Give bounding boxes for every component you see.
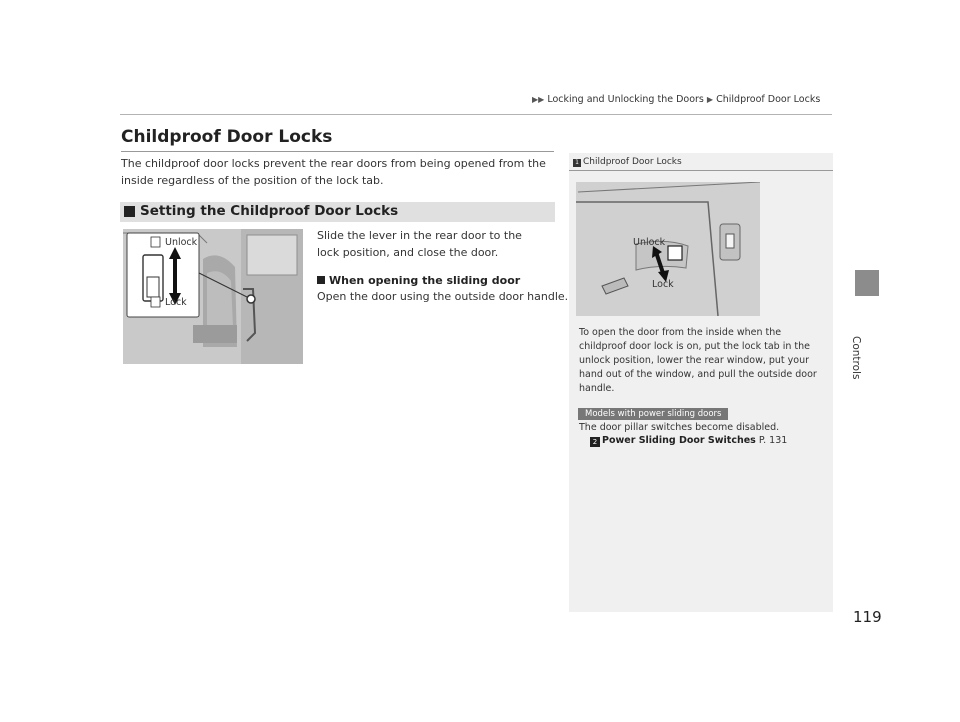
step-text: Slide the lever in the rear door to the lock position, and close the door.: [317, 229, 522, 259]
image-label-lock: Lock: [165, 297, 187, 308]
page-number: 119: [853, 608, 882, 626]
breadcrumb-item[interactable]: Locking and Unlocking the Doors: [547, 94, 704, 105]
door-tab-illustration: [576, 182, 760, 316]
note-image-label-lock: Lock: [652, 279, 674, 290]
note-body: To open the door from the inside when the childproof door lock is on, put the lock tab in the unlock position, lower the rear window, put your hand out of the window, and pull the outside door handle.: [579, 327, 817, 394]
breadcrumb: [532, 94, 820, 105]
note-icon: 1: [573, 159, 581, 167]
note-divider: [569, 170, 833, 171]
subheading-text: Open the door using the outside door handle.: [317, 290, 569, 303]
breadcrumb-item[interactable]: Childproof Door Locks: [716, 94, 821, 105]
cross-reference-link[interactable]: [590, 435, 787, 447]
xref-title[interactable]: Power Sliding Door Switches: [602, 435, 756, 446]
subheading-square-icon: [317, 276, 325, 284]
reference-arrow-icon: 2: [590, 437, 600, 447]
image-label-unlock: Unlock: [165, 237, 198, 248]
title-divider: [121, 151, 554, 152]
breadcrumb-arrow-icon: ▶: [706, 95, 714, 104]
subheading: When opening the sliding door: [317, 274, 520, 287]
side-tab-label: Controls: [850, 336, 862, 380]
pillar-note: The door pillar switches become disabled.: [579, 422, 780, 433]
section-heading: Setting the Childproof Door Locks: [120, 202, 555, 222]
section-tab-marker: [855, 270, 879, 296]
xref-page: P. 131: [758, 435, 788, 446]
door-lever-illustration: [123, 229, 303, 364]
note-heading: 1 Childproof Door Locks: [573, 157, 682, 167]
section-square-icon: [124, 206, 135, 217]
note-image-label-unlock: Unlock: [633, 237, 666, 248]
page-title: Childproof Door Locks: [121, 127, 333, 147]
header-divider: [120, 114, 832, 115]
models-badge: Models with power sliding doors: [578, 408, 728, 420]
breadcrumb-arrow-icon: ▶▶: [532, 95, 545, 104]
intro-paragraph: The childproof door locks prevent the rear doors from being opened from the inside regardless of the position of the lock tab.: [121, 157, 546, 187]
